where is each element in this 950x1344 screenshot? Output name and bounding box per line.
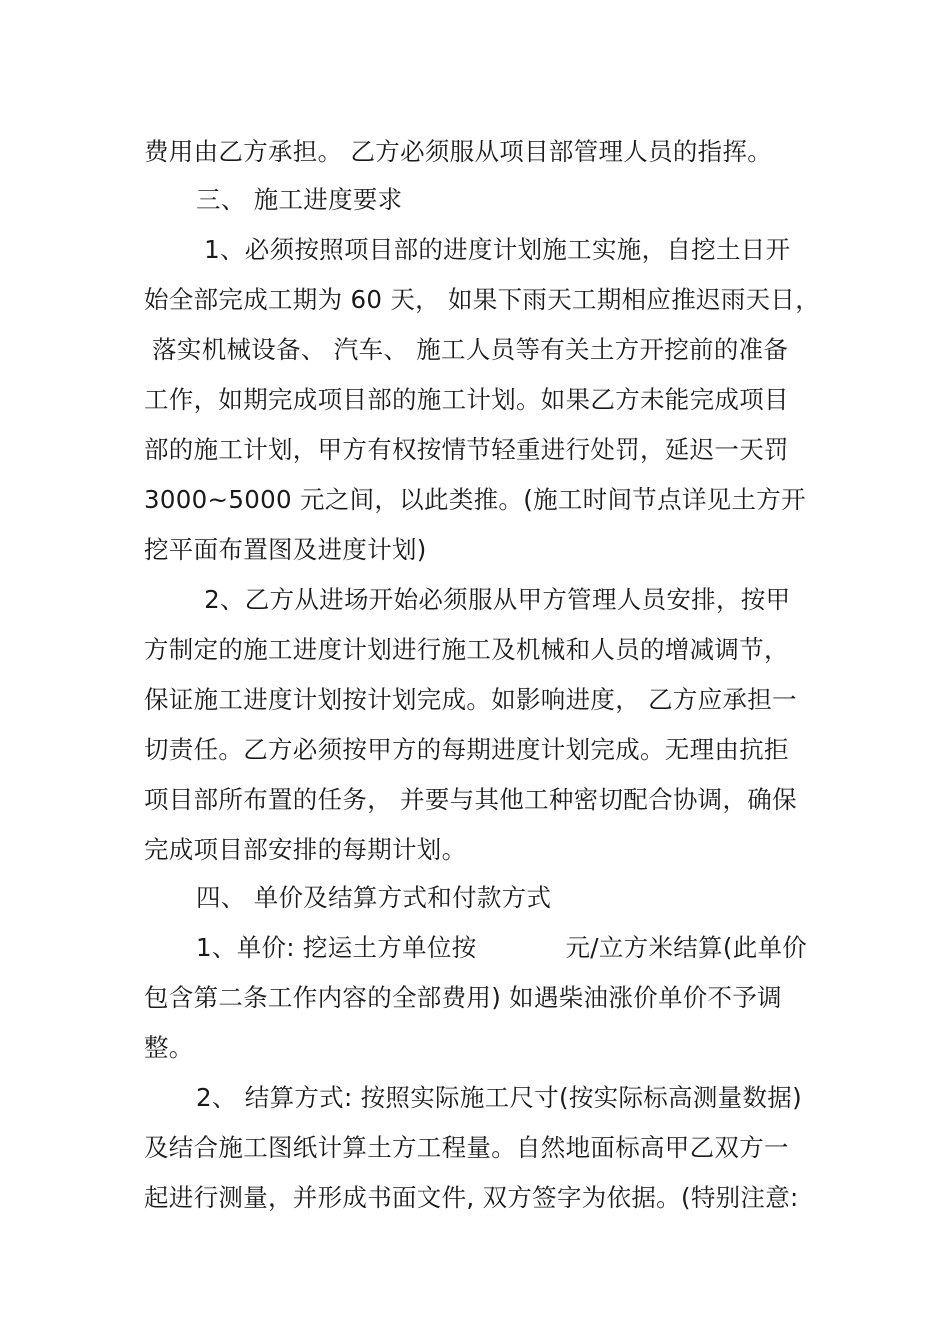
section-heading: 三、 施工进度要求 xyxy=(196,185,403,214)
text-line: 整。 xyxy=(144,1033,194,1062)
text-line: 2、 结算方式: 按照实际施工尺寸(按实际标高测量数据) xyxy=(196,1083,802,1112)
text-line: 起进行测量，并形成书面文件, 双方签字为依据。(特别注意: xyxy=(144,1183,799,1212)
text-line: 2、乙方从进场开始必须服从甲方管理人员安排，按甲 xyxy=(196,585,791,614)
text-line: 切责任。乙方必须按甲方的每期进度计划完成。无理由抗拒 xyxy=(144,735,789,764)
text-line: 落实机械设备、 汽车、 施工人员等有关土方开挖前的准备 xyxy=(144,335,789,364)
text-line: 包含第二条工作内容的全部费用) 如遇柴油涨价单价不予调 xyxy=(144,983,782,1012)
text-line: 部的施工计划，甲方有权按情节轻重进行处罚，延迟一天罚 xyxy=(144,435,789,464)
text-line: 挖平面布置图及进度计划) xyxy=(144,535,427,564)
text-line: 工作，如期完成项目部的施工计划。如果乙方未能完成项目 xyxy=(144,385,789,414)
text-line: 保证施工进度计划按计划完成。如影响进度， 乙方应承担一 xyxy=(144,685,797,714)
text-line: 3000~5000 元之间，以此类推。(施工时间节点详见土方开 xyxy=(144,485,806,514)
text-line: 费用由乙方承担。 乙方必须服从项目部管理人员的指挥。 xyxy=(144,137,773,166)
section-heading: 四、 单价及结算方式和付款方式 xyxy=(196,883,552,912)
text-line: 1、单价: 挖运土方单位按 元/立方米结算(此单价 xyxy=(196,933,808,962)
text-line: 项目部所布置的任务， 并要与其他工种密切配合协调，确保 xyxy=(144,785,797,814)
text-line: 完成项目部安排的每期计划。 xyxy=(144,835,467,864)
text-line: 1、必须按照项目部的进度计划施工实施，自挖土日开 xyxy=(196,235,791,264)
text-line: 始全部完成工期为 60 天， 如果下雨天工期相应推迟雨天日， xyxy=(144,285,821,314)
text-line: 方制定的施工进度计划进行施工及机械和人员的增减调节， xyxy=(144,635,789,664)
text-line: 及结合施工图纸计算土方工程量。自然地面标高甲乙双方一 xyxy=(144,1133,789,1162)
